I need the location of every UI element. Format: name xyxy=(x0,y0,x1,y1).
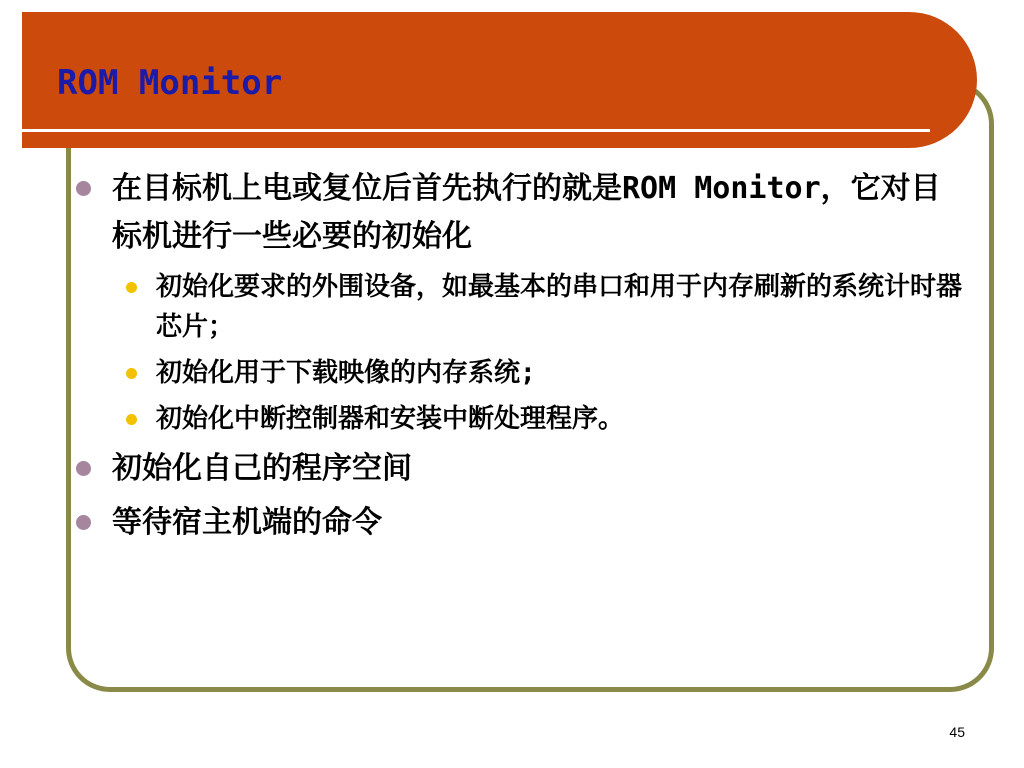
sub-bullet-item xyxy=(70,267,962,347)
bullet-dot-icon xyxy=(76,461,91,476)
bullet-dot-icon xyxy=(76,181,91,196)
bullet-item xyxy=(70,445,962,493)
sub-bullet-item xyxy=(70,353,962,393)
page-number: 45 xyxy=(949,724,965,740)
sub-bullet-text: 初始化要求的外围设备，如最基本的串口和用于内存刷新的系统计时器芯片； xyxy=(156,272,963,342)
sub-bullet-list xyxy=(70,267,962,439)
sub-bullet-text: 初始化用于下载映像的内存系统; xyxy=(156,358,536,388)
sub-bullet-text: 初始化中断控制器和安装中断处理程序。 xyxy=(156,404,625,434)
sub-bullet-dot-icon xyxy=(126,282,137,293)
bullet-item xyxy=(70,165,962,261)
bullet-list xyxy=(70,165,962,553)
sub-bullet-dot-icon xyxy=(126,368,137,379)
slide-title: ROM Monitor xyxy=(57,63,283,103)
bullet-dot-icon xyxy=(76,515,91,530)
bullet-text: 等待宿主机端的命令 xyxy=(112,505,382,540)
bullet-text: 在目标机上电或复位后首先执行的就是ROM Monitor，它对目标机进行一些必要的初始化 xyxy=(112,171,941,254)
sub-bullet-item xyxy=(70,399,962,439)
bullet-item xyxy=(70,499,962,547)
sub-bullet-dot-icon xyxy=(126,414,137,425)
title-underline xyxy=(22,129,930,132)
bullet-text: 初始化自己的程序空间 xyxy=(112,451,412,486)
